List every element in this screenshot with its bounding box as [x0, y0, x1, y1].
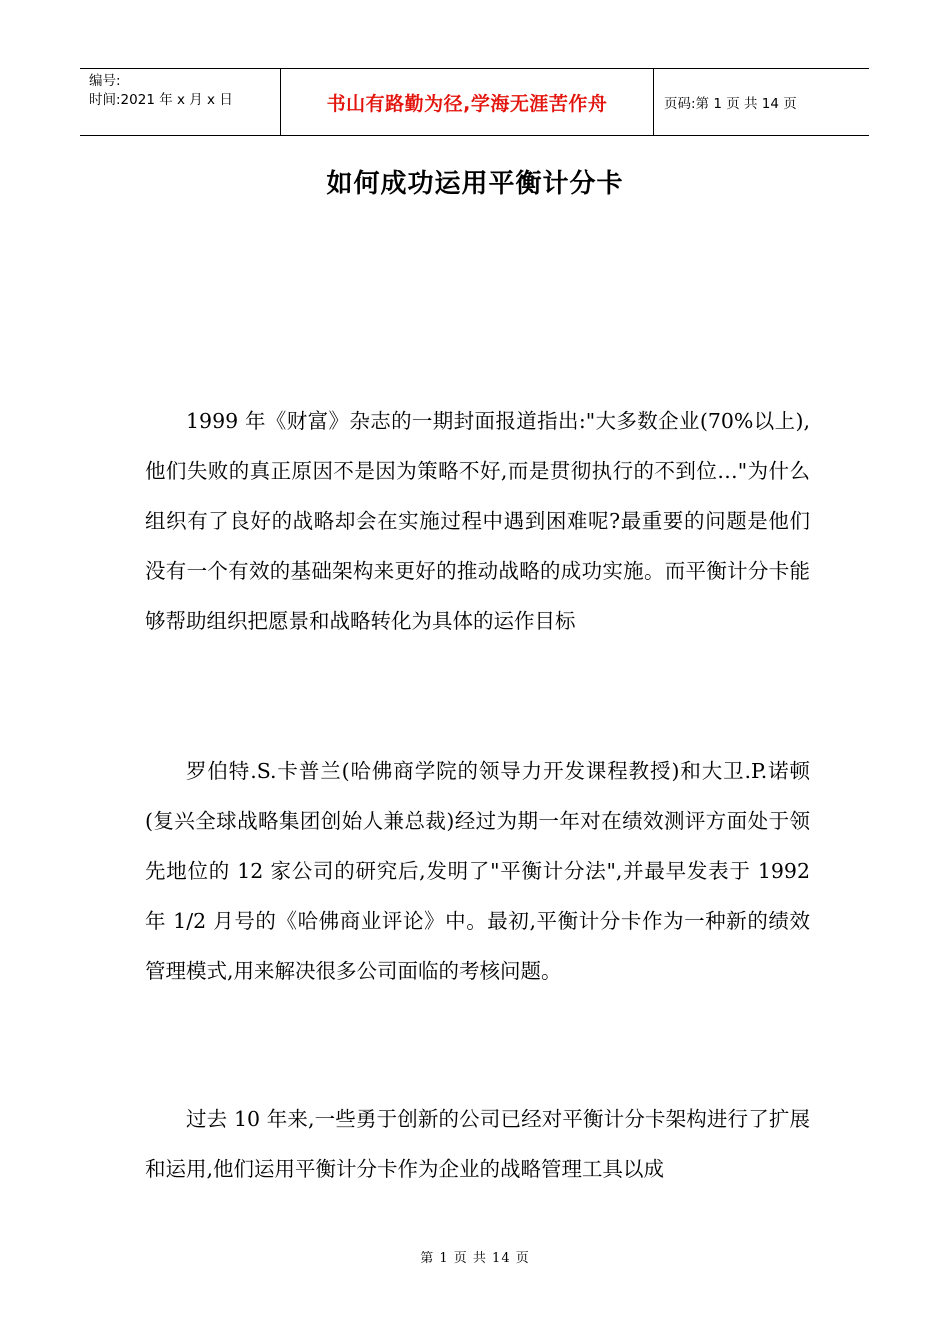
paragraph-2: 罗伯特.S.卡普兰(哈佛商学院的领导力开发课程教授)和大卫.P.诺顿(复兴全球战略集团创始人兼总裁)经过为期一年对在绩效测评方面处于领先地位的 12 家公司的研究后,发明了"平衡计分法",并最早发表于 1992 年 1/2 月号的《哈佛商业评论》中。最初,平衡计分卡作为一种新的绩效管理模式,用来解决很多公司面临的考核问题。 — [145, 759, 810, 983]
document-time-label: 时间:2021 年 x 月 x 日 — [89, 92, 233, 108]
paragraph-3: 过去 10 年来,一些勇于创新的公司已经对平衡计分卡架构进行了扩展和运用,他们运用平衡计分卡作为企业的战略管理工具以成 — [145, 1107, 810, 1181]
paragraph-1: 1999 年《财富》杂志的一期封面报道指出:"大多数企业(70%以上),他们失败的真正原因不是因为策略不好,而是贯彻执行的不到位…"为什么组织有了良好的战略却会在实施过程中遇到困难呢?最重要的问题是他们没有一个有效的基础架构来更好的推动战略的成功实施。而平衡计分卡能够帮助组织把愿景和战略转化为具体的运作目标 — [145, 409, 810, 633]
document-header — [80, 68, 869, 136]
header-page-cell — [654, 69, 869, 135]
document-number-label: 编号: — [89, 73, 121, 89]
document-title: 如何成功运用平衡计分卡 — [326, 169, 624, 199]
page-footer: 第 1 页 共 14 页 — [420, 1251, 530, 1266]
header-motto: 书山有路勤为径,学海无涯苦作舟 — [326, 92, 608, 115]
header-motto-cell — [281, 69, 654, 135]
header-meta-cell — [80, 69, 281, 135]
header-page-info: 页码:第 1 页 共 14 页 — [664, 96, 797, 112]
